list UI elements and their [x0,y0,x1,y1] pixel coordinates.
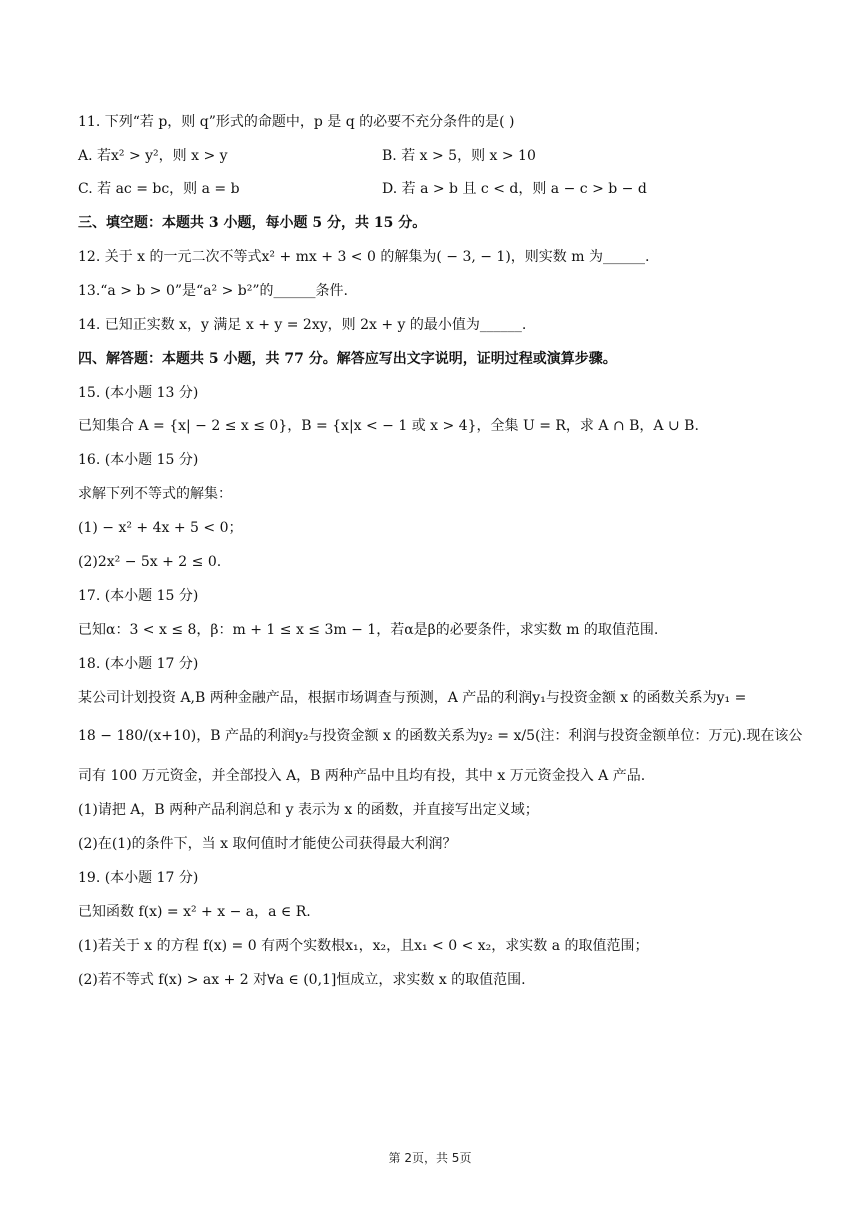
section-heading-solutions: 四、解答题：本题共 5 小题，共 77 分。解答应写出文字说明，证明过程或演算步骤。 [78,351,617,367]
q19-heading: 19. (本小题 17 分) [78,870,199,886]
q16-part-2: (2)2x² − 5x + 2 ≤ 0. [78,554,222,570]
q11-option-b: B. 若 x > 5，则 x > 10 [382,148,536,164]
page-footer: 第 2页，共 5页 [388,1151,472,1165]
q16-part-1: (1) − x² + 4x + 5 < 0； [78,520,243,536]
q17-body: 已知α：3 < x ≤ 8，β：m + 1 ≤ x ≤ 3m − 1，若α是β的必要条件，求实数 m 的取值范围. [78,622,659,638]
q19-body: 已知函数 f(x) = x² + x − a，a ∈ R. [78,904,311,920]
q17-heading: 17. (本小题 15 分) [78,588,199,604]
q19-part-1: (1)若关于 x 的方程 f(x) = 0 有两个实数根x₁，x₂，且x₁ < 0 < x₂，求实数 a 的取值范围； [78,938,649,954]
q15-heading: 15. (本小题 13 分) [78,385,199,401]
q11-option-c: C. 若 ac = bc，则 a = b [78,181,240,197]
q18-line-1: 某公司计划投资 A,B 两种金融产品，根据市场调查与预测，A 产品的利润y₁与投资金额 x 的函数关系为y₁ = [78,690,747,706]
q18-part-2: (2)在(1)的条件下，当 x 取何值时才能使公司获得最大利润？ [78,836,457,852]
q16-heading: 16. (本小题 15 分) [78,452,199,468]
q19-part-2: (2)若不等式 f(x) > ax + 2 对∀a ∈ (0,1]恒成立，求实数 x 的取值范围. [78,972,526,988]
q18-heading: 18. (本小题 17 分) [78,656,199,672]
q18-line-3: 司有 100 万元资金，并全部投入 A，B 两种产品中且均有投，其中 x 万元资金投入 A 产品. [78,768,646,784]
q16-body: 求解下列不等式的解集： [78,486,232,502]
q12: 12. 关于 x 的一元二次不等式x² + mx + 3 < 0 的解集为( − 3, − 1)，则实数 m 为______. [78,249,650,265]
q11-option-a: A. 若x² > y²，则 x > y [78,148,228,164]
q14: 14. 已知正实数 x，y 满足 x + y = 2xy，则 2x + y 的最小值为______. [78,317,527,333]
q11-option-d: D. 若 a > b 且 c < d，则 a − c > b − d [382,181,647,197]
q11-stem: 11. 下列“若 p，则 q”形式的命题中，p 是 q 的必要不充分条件的是( ) [78,114,515,130]
section-heading-fill-in: 三、填空题：本题共 3 小题，每小题 5 分，共 15 分。 [78,215,427,231]
q18-line-2: 18 − 180/(x+10)，B 产品的利润y₂与投资金额 x 的函数关系为y₂ = x/5(注：利润与投资金额单位：万元).现在该公 [78,728,803,744]
q15-body: 已知集合 A = {x| − 2 ≤ x ≤ 0}，B = {x|x < − 1 或 x > 4}，全集 U = R，求 A ∩ B，A ∪ B. [78,418,699,434]
q13: 13.“a > b > 0”是“a² > b²”的______条件. [78,283,348,299]
q18-part-1: (1)请把 A，B 两种产品利润总和 y 表示为 x 的函数，并直接写出定义域； [78,802,539,818]
